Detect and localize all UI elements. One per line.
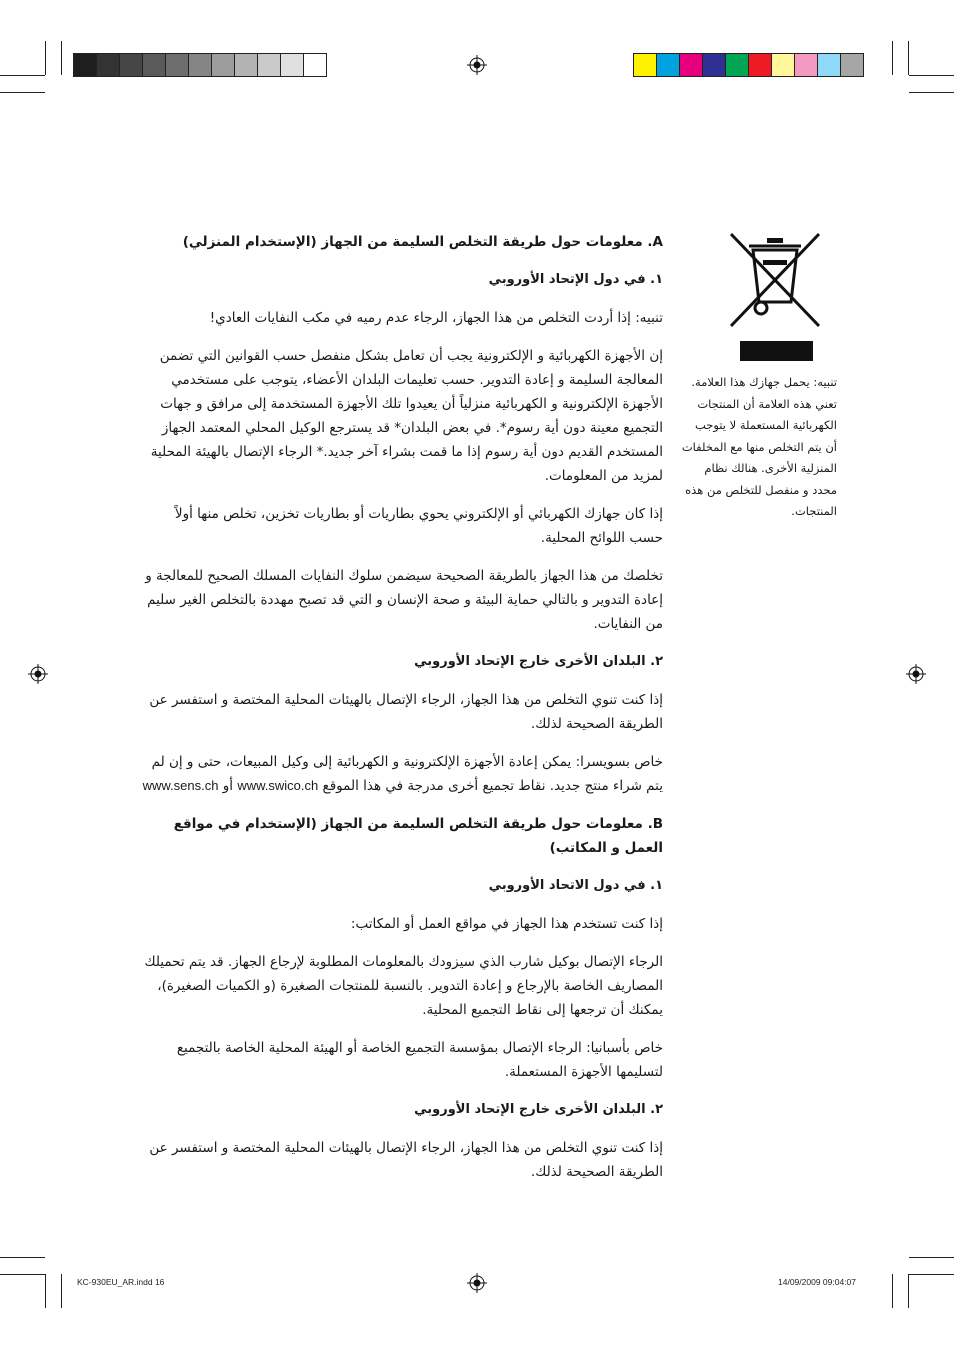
- section-b-spain-paragraph: خاص بأسبانيا: الرجاء الإتصال بمؤسسة التجميع الخاصة أو الهيئة المحلية الخاصة بالتجميع لتسليمها الأجهزة المستعملة.: [176, 1040, 663, 1080]
- section-a-title: A. معلومات حول طريقة التخلص السليمة من الجهاز (الإستخدام المنزلي): [182, 234, 663, 250]
- section-a-non-eu-heading: ٢. البلدان الأخرى خارج الإتحاد الأوروبي: [414, 654, 663, 669]
- section-a-switzerland-paragraph: [140, 750, 663, 798]
- color-swatch: [234, 53, 258, 77]
- color-swatch: [96, 53, 120, 77]
- color-swatch: [303, 53, 327, 77]
- crop-mark: [61, 1274, 62, 1308]
- section-b-title: B. معلومات حول طريقة التخلص السليمة من الجهاز (الإستخدام في مواقع العمل و المكاتب): [173, 816, 663, 856]
- crop-mark: [45, 41, 46, 75]
- registration-mark-icon: [906, 664, 926, 684]
- or-text: أو: [222, 778, 234, 794]
- section-b-non-eu-paragraph: إذا كنت تنوي التخلص من هذا الجهاز، الرجاء الإتصال بالهيئات المحلية المختصة و استفسر عن الطريقة الصحيحة لذلك.: [149, 1140, 663, 1180]
- grayscale-calibration-bar: [73, 53, 326, 77]
- color-swatch: [817, 53, 841, 77]
- crop-mark: [0, 92, 45, 93]
- registration-mark-icon: [467, 1273, 487, 1293]
- registration-mark-icon: [28, 664, 48, 684]
- crop-mark: [45, 1274, 46, 1308]
- color-swatch: [679, 53, 703, 77]
- section-b-eu-heading: ١. في دول الاتحاد الأوروبي: [488, 878, 663, 893]
- color-swatch: [840, 53, 864, 77]
- color-swatch: [771, 53, 795, 77]
- crop-mark: [908, 41, 909, 75]
- color-swatch: [702, 53, 726, 77]
- section-a-eu-paragraph: إن الأجهزة الكهربائية و الإلكترونية يجب أن تعامل بشكل منفصل حسب القوانين التي تضمن المعالجة السليمة و إعادة التدوير. حسب تعليمات البلدان الأعضاء، يتوجب على مستخدمي الأجهزة الإلكترونية و الكهربائية منزلياً أن يعيدوا تلك الأجهزة المستخدمة إلى مرافق و جهات التجميع معينة دون أية رسوم*. في بعض البلدان* قد يسترجع الوكيل المحلي المعتمد الجهاز المستخدم القديم دون أية رسوم إذا ما قمت بشراء آخر جديد.* الرجاء الإتصال بالهيئة المحلية لمزيد من المعلومات.: [150, 348, 663, 484]
- section-a-eu-warning: تنبيه: إذا أردت التخلص من هذا الجهاز، الرجاء عدم رميه في مكب النفايات العادي!: [209, 310, 663, 326]
- registration-mark-icon: [467, 55, 487, 75]
- switzerland-text: خاص بسويسرا: يمكن إعادة الأجهزة الإلكترونية و الكهربائية إلى وكيل المبيعات، حتى و إن لم يتم شراء منتج جديد. نقاط تجميع أخرى مدرجة في هذا الموقع: [151, 754, 663, 794]
- crop-mark: [892, 1274, 893, 1308]
- color-swatch: [656, 53, 680, 77]
- sens-link[interactable]: www.sens.ch: [142, 778, 219, 793]
- crop-mark: [909, 1257, 954, 1258]
- section-a-eu-batteries: إذا كان جهازك الكهربائي أو الإلكتروني يحوي بطاريات أو بطاريات تخزين، تخلص منها أولاً حسب اللوائح المحلية.: [174, 506, 663, 546]
- section-b-non-eu-heading: ٢. البلدان الأخرى خارج الإتحاد الأوروبي: [414, 1102, 663, 1117]
- crop-mark: [909, 1274, 954, 1275]
- main-text-column: [140, 230, 663, 1198]
- footer-timestamp: 14/09/2009 09:04:07: [778, 1277, 856, 1287]
- section-a-eu-heading: ١. في دول الإتحاد الأوروبي: [488, 272, 663, 287]
- section-b-eu-paragraph: الرجاء الإتصال بوكيل شارب الذي سيزودك بالمعلومات المطلوبة لإرجاع الجهاز. قد يتم تحميلك المصاريف الخاصة بالإرجاع و إعادة التدوير. بالنسبة للمنتجات الصغيرة (و الكميات الصغيرة)، يمكنك أن ترجعها إلى نقاط التجميع المحلية.: [144, 954, 663, 1018]
- crop-mark: [0, 1274, 45, 1275]
- swico-link[interactable]: www.swico.ch: [237, 778, 319, 793]
- crop-mark: [909, 75, 954, 76]
- crop-mark: [61, 41, 62, 75]
- section-a-eu-environment: تخلصك من هذا الجهاز بالطريقة الصحيحة سيضمن سلوك النفايات المسلك الصحيح للمعالجة و إعادة التدوير و بالتالي حماية البيئة و صحة الإنسان و التي قد تصبح مهددة بالتخلص الغير سليم من النفايات.: [145, 568, 663, 632]
- section-b-eu-intro: إذا كنت تستخدم هذا الجهاز في مواقع العمل أو المكاتب:: [350, 916, 663, 932]
- color-swatch: [142, 53, 166, 77]
- crop-mark: [0, 1257, 45, 1258]
- footer-file-name: KC-930EU_AR.indd 16: [77, 1277, 165, 1287]
- color-swatch: [633, 53, 657, 77]
- color-swatch: [119, 53, 143, 77]
- color-swatch: [165, 53, 189, 77]
- color-calibration-bar: [633, 53, 863, 77]
- section-a-non-eu-paragraph: إذا كنت تنوي التخلص من هذا الجهاز، الرجاء الإتصال بالهيئات المحلية المختصة و استفسر عن الطريقة الصحيحة لذلك.: [149, 692, 663, 732]
- color-swatch: [748, 53, 772, 77]
- crop-mark: [892, 41, 893, 75]
- crop-mark: [908, 1274, 909, 1308]
- color-swatch: [794, 53, 818, 77]
- symbol-underline-bar: [740, 341, 813, 361]
- crop-mark: [909, 92, 954, 93]
- color-swatch: [280, 53, 304, 77]
- color-swatch: [211, 53, 235, 77]
- crossed-out-wheelie-bin-icon: [727, 232, 823, 330]
- color-swatch: [257, 53, 281, 77]
- side-note-text: تنبيه: يحمل جهازك هذا العلامة. تعني هذه العلامة أن المنتجات الكهربائية المستعملة لا يتوجب أن يتم التخلص منها مع المخلفات المنزلية الأخرى. هنالك نظام محدد و منفصل للتخلص من هذه المنتجات.: [681, 375, 837, 518]
- color-swatch: [725, 53, 749, 77]
- crop-mark: [0, 75, 45, 76]
- color-swatch: [73, 53, 97, 77]
- color-swatch: [188, 53, 212, 77]
